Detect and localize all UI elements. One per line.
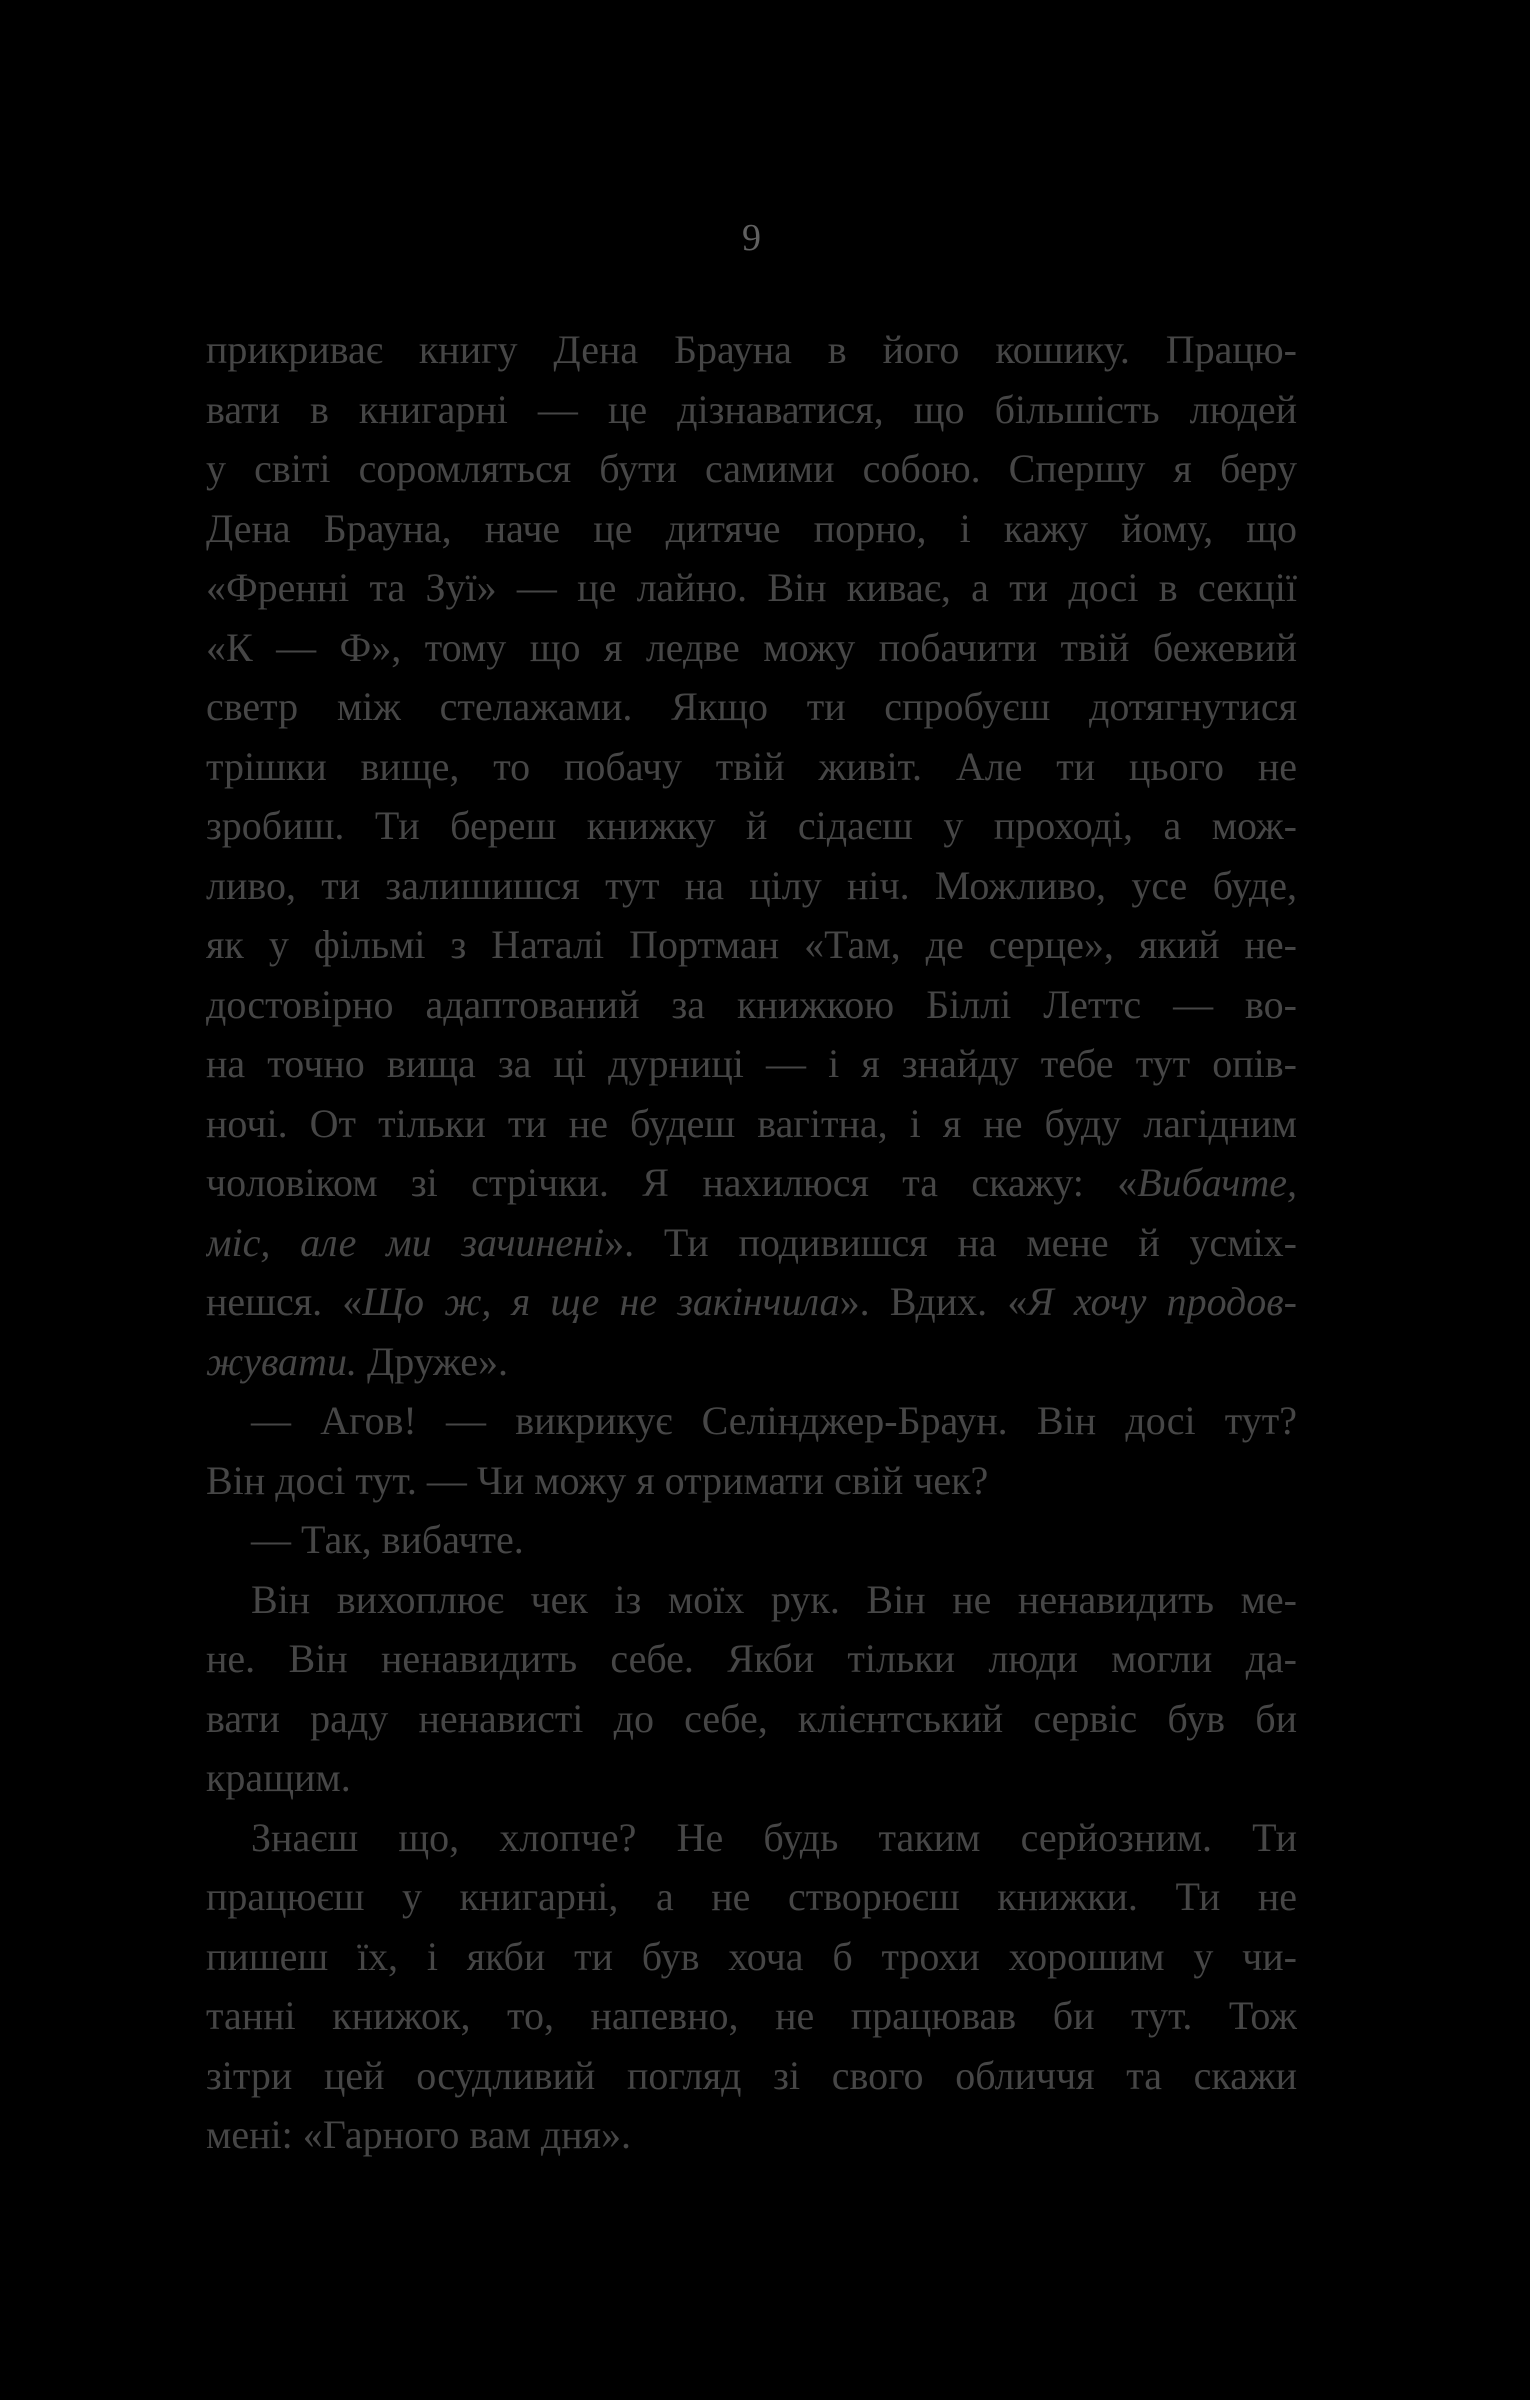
text-line xyxy=(206,2105,1297,2165)
text-segment: ». Вдих. « xyxy=(839,1279,1028,1324)
text-line xyxy=(206,796,1297,856)
text-segment: ливо, ти залишишся тут на цілу ніч. Можливо, усе буде, xyxy=(206,862,1297,908)
text-segment: Дена Брауна, наче це дитяче порно, і кажу йому, що xyxy=(206,505,1297,551)
text-line xyxy=(206,1451,1297,1511)
text-line xyxy=(206,618,1297,678)
text-segment: ». Ти подивишся на мене й усміх- xyxy=(604,1219,1297,1265)
text-line xyxy=(206,737,1297,797)
text-line xyxy=(206,915,1297,975)
text-segment: — Так, вибачте. xyxy=(251,1517,524,1562)
text-segment: Знаєш що, хлопче? Не будь таким серйозним. Ти xyxy=(251,1814,1297,1860)
text-segment: зітри цей осудливий погляд зі свого обличчя та скажи xyxy=(206,2052,1297,2098)
text-line xyxy=(206,1272,1297,1332)
italic-text-segment: Вибачте, xyxy=(1137,1160,1297,1205)
text-line xyxy=(206,1808,1297,1868)
text-segment: — Агов! — викрикує Селінджер-Браун. Він досі тут? xyxy=(251,1398,1297,1443)
text-segment: прикриває книгу Дена Брауна в його кошику. Працю- xyxy=(206,327,1297,372)
text-line xyxy=(206,1570,1297,1630)
text-line xyxy=(206,1510,1297,1570)
text-segment: Друже». xyxy=(356,1338,509,1384)
text-segment: нешся. « xyxy=(206,1279,363,1324)
text-segment: чоловіком зі стрічки. Я нахилюся та скажу: « xyxy=(206,1160,1138,1205)
text-line xyxy=(206,320,1297,380)
text-line xyxy=(206,1927,1297,1987)
text-segment: светр між стелажами. Якщо ти спробуєш дотягнутися xyxy=(206,684,1297,729)
italic-text-segment: міс, але ми зачинені xyxy=(206,1219,605,1265)
text-line xyxy=(206,1867,1297,1927)
text-segment: мені: «Гарного вам дня». xyxy=(206,2112,631,2157)
text-line xyxy=(206,2046,1297,2106)
text-line xyxy=(206,1629,1297,1689)
text-segment: Він вихоплює чек із моїх рук. Він не ненавидить ме- xyxy=(251,1576,1297,1622)
text-segment: танні книжок, то, напевно, не працював би тут. Тож xyxy=(206,1993,1297,2038)
text-segment: на точно вища за ці дурниці — і я знайду тебе тут опів- xyxy=(206,1041,1297,1086)
text-segment: працюєш у книгарні, а не створюєш книжки. Ти не xyxy=(206,1874,1297,1919)
text-segment: вати в книгарні — це дізнаватися, що більшість людей xyxy=(206,386,1297,432)
text-segment: як у фільмі з Наталі Портман «Там, де серце», який не- xyxy=(206,922,1297,967)
text-line xyxy=(206,1986,1297,2046)
text-line xyxy=(206,677,1297,737)
text-line xyxy=(206,1332,1297,1392)
text-line xyxy=(206,1034,1297,1094)
text-segment: кращим. xyxy=(206,1755,351,1800)
text-segment: не. Він ненавидить себе. Якби тільки люди могли да- xyxy=(206,1636,1297,1681)
text-line xyxy=(206,856,1297,916)
text-segment: зробиш. Ти береш книжку й сідаєш у проході, а мож- xyxy=(206,803,1297,848)
text-line xyxy=(206,1689,1297,1749)
text-segment: трішки вище, то побачу твій живіт. Але ти цього не xyxy=(206,743,1297,789)
text-line xyxy=(206,558,1297,618)
text-segment: «К — Ф», тому що я ледве можу побачити твій бежевий xyxy=(206,624,1297,670)
italic-text-segment: Я хочу продов- xyxy=(1027,1279,1297,1324)
text-segment: «Френні та Зуї» — це лайно. Він киває, а ти досі в секції xyxy=(206,565,1297,610)
text-block xyxy=(206,320,1297,2165)
text-line xyxy=(206,499,1297,559)
italic-text-segment: жувати. xyxy=(206,1338,357,1384)
text-line xyxy=(206,1094,1297,1154)
text-line xyxy=(206,1748,1297,1808)
text-segment: Він досі тут. — Чи можу я отримати свій чек? xyxy=(206,1457,989,1503)
text-line xyxy=(206,439,1297,499)
text-segment: ночі. От тільки ти не будеш вагітна, і я не буду лагідним xyxy=(206,1100,1297,1146)
text-line xyxy=(206,380,1297,440)
italic-text-segment: Що ж, я ще не закінчила xyxy=(362,1279,840,1324)
text-line xyxy=(206,975,1297,1035)
text-segment: у світі соромляться бути самими собою. Спершу я беру xyxy=(206,446,1297,491)
page-number: 9 xyxy=(742,217,761,259)
text-segment: достовірно адаптований за книжкою Біллі Леттс — во- xyxy=(206,981,1297,1027)
text-segment: пишеш їх, і якби ти був хоча б трохи хорошим у чи- xyxy=(206,1933,1297,1979)
text-line xyxy=(206,1213,1297,1273)
text-line xyxy=(206,1153,1297,1213)
text-line xyxy=(206,1391,1297,1451)
text-segment: вати раду ненависті до себе, клієнтський сервіс був би xyxy=(206,1695,1297,1741)
